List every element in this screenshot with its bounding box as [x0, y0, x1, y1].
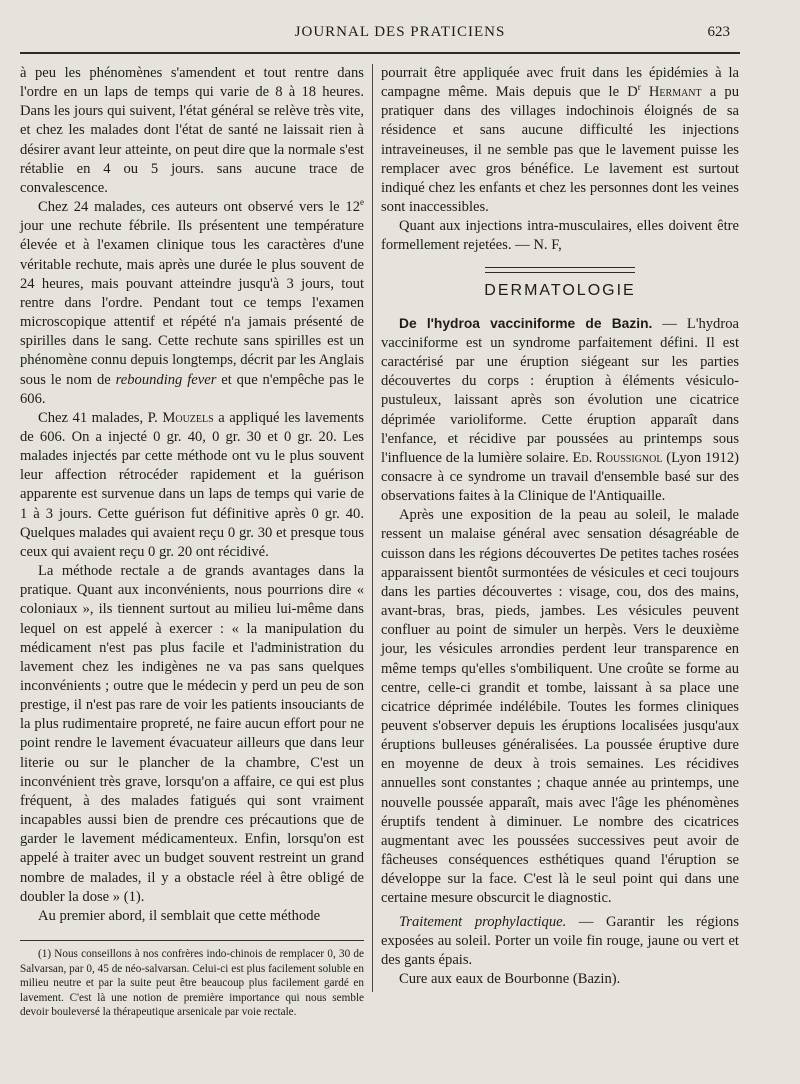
header-rule: [20, 52, 740, 54]
author-name: Mouzels: [162, 409, 214, 426]
footnote-rule: [20, 940, 364, 941]
italic-term: rebounding fever: [115, 371, 217, 388]
right-column: [381, 64, 739, 989]
left-column: [20, 64, 364, 1020]
paragraph: La méthode rectale a de grands avantages dans la pratique. Quant aux inconvénients, nous pourrions dire « coloniaux », ils tiennent surtout au milieu lui-même dans lequel on est appelé à exercer : « la manipulation du médicament n'est pas plus facile et l'administration du lavement chez les indigènes ne va pas sans quelques inconvénients ; outre que le médecin y perd un peu de son prestige, il n'est pas rare de voir les patients insouciants de la plus rudimentaire propreté, ne faire aucun effort pour ne point rendre le lavement évacuateur ailleurs que dans leur literie ou sur le plancher de la chambre, C'est un inconvénient très grave, lorsqu'on a affaire, ce qui est plus fréquent, à des malades fatigués qui sont vraiment incapables aussi bien de prendre ces précautions que de garder le lavement médicamenteux. Enfin, lorsqu'on est appelé à traiter avec un budget souvent restreint un grand nombre de malades, il y a obstacle réel à être obligé de doubler la dose » (1).: [20, 563, 364, 905]
paragraph: Chez 41 malades, P. Mouzels a appliqué les lavements de 606. On a injecté 0 gr. 40, 0 gr. 30 et 0 gr. 20. Les malades injectés par cette méthode ont vu le plus souvent leur affection rétrocéder rapidement et la guérison apparente est survenue dans un laps de temps qui varie de 1 à 3 jours. Cette guérison fut définitive après 0 gr. 40. Quelques malades qui avaient reçu 0 gr. 30 et presque tous ceux qui avaient reçu 0 gr. 20 ont récidivé.: [20, 409, 364, 560]
journal-title: JOURNAL DES PRATICIENS: [294, 24, 506, 40]
article-title: De l'hydroa vacciniforme de Bazin.: [399, 315, 653, 331]
page-number: 623: [707, 24, 730, 40]
section-title: DERMATOLOGIE: [484, 281, 636, 299]
footnote: (1) Nous conseillons à nos confrères indo-chinois de remplacer 0, 30 de Salvarsan, par 0, 45 de néo-salvarsan. Celui-ci est plus facilement soluble en milieu neutre et par la suite peut être beaucoup plus facilement gardé en lavement. C'est là une notion de première importance qui nous semble devoir bouleversé la thérapeutique arsenicale par voie rectale.: [20, 948, 364, 1019]
paragraph: Quant aux injections intra-musculaires, elles doivent être formellement rejetées. — N. F,: [381, 218, 739, 254]
paragraph: Chez 24 malades, ces auteurs ont observé vers le 12e jour une rechute fébrile. Ils présentent une température élevée et à l'examen clinique tous les caractères d'une véritable rechute, mais après une durée le plus souvent de 24 heures, mais pouvant atteindre jusqu'à 3 jours, tout rentre dans l'ordre. Pendant tout ce temps l'examen microscopique attentif et répété n'a jamais présenté de spirilles dans le sang. Cette rechute sans spirilles est un phénomène connu depuis longtemps, décrit par les Anglais sous le nom de rebounding fever et que n'empêche pas le 606.: [20, 197, 364, 407]
paragraph: Traitement prophylactique. — Garantir les régions exposées au soleil. Porter un voile fin rouge, jaune ou vert et des gants épais.: [381, 913, 740, 968]
section-rule: [485, 267, 635, 273]
paragraph: De l'hydroa vacciniforme de Bazin. — L'hydroa vacciniforme est un syndrome parfaitement défini. Il est caractérisé par une éruption siégeant sur les parties découvertes du corps : éruption à éléments vésiculo-pustuleux, laissant après son évolution une cicatrice déprimée varioliforme. Cette éruption apparaît dans l'enfance, et récidive par poussées au printemps sous l'influence de la lumière solaire. Ed. Roussignol (Lyon 1912) consacre à ce syndrome un travail d'ensemble basé sur des observations faites à la Clinique de l'Antiquaille.: [381, 315, 739, 505]
paragraph: pourrait être appliquée avec fruit dans les épidémies à la campagne même. Mais depuis que le $D^r$ Hermant a pu pratiquer dans des villages indochinois éloignés de sa résidence et sans aucune difficulté les injections intraveineuses, il ne semble pas que le lavement puisse les remplacer avec gros bénéfice. Le lavement est surtout indiqué chez les enfants et chez les personnes dont les veines sont inaccessibles.: [381, 65, 739, 216]
page-header: [0, 18, 800, 48]
paragraph: Après une exposition de la peau au soleil, le malade ressent un malaise général avec sensation désagréable de cuisson dans les régions découvertes De petites taches rosées apparaissent bientôt surmontées de vésicules et ceci toujours dans les parties découvertes : visage, cou, dos des mains, avant-bras, bras, pieds, jambes. Les vésicules peuvent confluer au point de simuler un herpès. Vers le deuxième jour, les vésicules arrondies perdent leur transparence en même temps qu'elles s'ombiliquent. Une croûte se forme au centre, celle-ci grandit et tombe, laissant à sa place une cicatrice déprimée indélébile. Toutes les formes cliniques peuvent s'observer depuis les éruptions localisées jusqu'aux éruptions bulleuses généralisées. La poussée éruptive dure en moyenne de deux à trois semaines. Les récidives annuelles sont constantes ; chaque année au printemps, une nouvelle poussée apparaît, mais avec l'âge les phénomènes éruptifs tendent à diminuer. Le nombre des cicatrices augmentant avec les poussées successives peut avoir de fâcheuses conséquences esthétiques quand l'éruption se développe sur la face. C'est là le seul point qui dans une certaine mesure obscurcit le diagnostic.: [381, 507, 739, 907]
italic-heading: Traitement prophylactique.: [399, 913, 567, 930]
paragraph: à peu les phénomènes s'amendent et tout rentre dans l'ordre en un laps de temps qui varie de 8 à 18 heures. Dans les jours qui suivent, l'état général se relève très vite, et chez les malades dont l'état de santé ne laissait rien à désirer avant leur atteinte, on peut dire que la normale s'est rétablie en 4 ou 5 jours. sans aucune trace de convalescence.: [20, 65, 364, 196]
column-divider: [372, 64, 373, 992]
paragraph: Cure aux eaux de Bourbonne (Bazin).: [399, 971, 621, 988]
paragraph: Au premier abord, il semblait que cette méthode: [38, 907, 321, 924]
author-name: Ed. Roussignol: [572, 449, 663, 466]
author-name: Hermant: [648, 84, 702, 101]
